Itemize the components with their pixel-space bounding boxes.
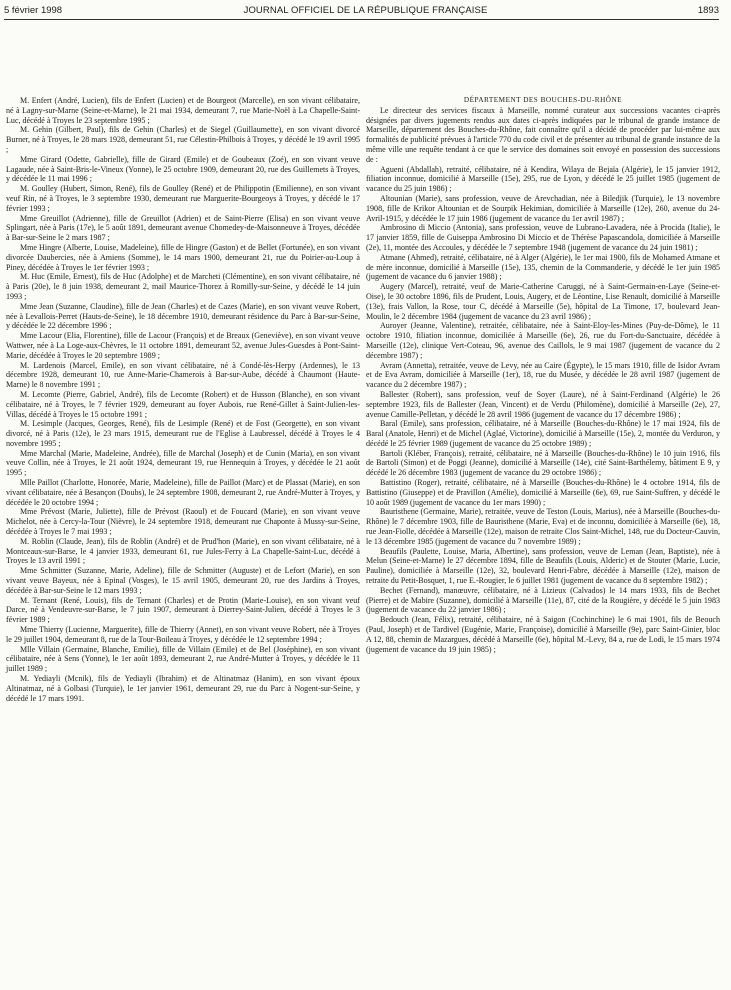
notice-entry: Mme Schmitter (Suzanne, Marie, Adeline), fille de Schmitter (Auguste) et de Lefort (Marie), en son vivant veuve Bayeux, née à Epinal (Vosges), le 15 avril 1905, demeurant 20, rue des Jardins à Troyes, décédée à Bar-sur-Seine le 12 mars 1993 ; bbox=[6, 566, 360, 595]
department-heading: DÉPARTEMENT DES BOUCHES-DU-RHÔNE bbox=[463, 96, 623, 104]
notice-entry: Mme Marchal (Marie, Madeleine, Andrée), fille de Marchal (Joseph) et de Cunin (Maria), en son vivant veuve Collin, née à Troyes, le 21 août 1924, demeurant 19, rue Hennequin à Troyes, y décédée le 21 août 1995 ; bbox=[6, 448, 360, 478]
notice-entry: M. Yediayli (Mcnik), fils de Yediayli (Ibrahim) et de Altinatmaz (Hanim), en son vivant époux Altinatmaz, né à Golbasi (Turquie), le 1er janvier 1961, demeurant 29, rue du Parc à Nogent-sur-Seine, y décédé le 17 mars 1991. bbox=[6, 674, 360, 703]
page-header bbox=[0, 0, 731, 20]
notice-entry: M. Roblin (Claude, Jean), fils de Roblin (André) et de Prud'hon (Marie), en son vivant célibataire, né à Montceaux-sur-Barse, le 4 janvier 1933, demeurant 61, rue Jules-Ferry à La Chapelle-Saint-Luc, décédé à Troyes le 13 avril 1991 ; bbox=[6, 536, 360, 566]
notice-entry: Altounian (Marie), sans profession, veuve de Arevchadian, née à Biledjik (Turquie), le 13 novembre 1908, fille de Krikor Altounian et de Sourpik Hekimian, domiciliée à Marseille (12e), 260, avenue du 24-Avril-1915, y décédée le 17 juin 1986 (jugement de vacance du 1er avril 1987) ; bbox=[366, 193, 720, 223]
notice-entry: Auroyer (Jeanne, Valentine), retraitée, célibataire, née à Saint-Eloy-les-Mines (Puy-de-Dôme), le 11 octobre 1910, filiation inconnue, domiciliée à Marseille (6e), 26, rue du Fort-du-Sanctuaire, décédée à Marseille (12e), clinique Vert-Coteau, 96, avenue des Caillols, le 9 mai 1987 (jugement de vacance du 2 décembre 1987) ; bbox=[366, 321, 720, 360]
notice-entry: Beaufils (Paulette, Louise, Maria, Albertine), sans profession, veuve de Leman (Jean, Baptiste), née à Melun (Seine-et-Marne) le 27 décembre 1894, fille de Beaufils (Louis, Alderic) et de Stouter (Marie, Lucie, Pauline), domiciliée à Marseille (12e), 32, boulevard Henri-Fabre, décédée à Marseille (12e), maison de retraite du Petit-Bosquet, 1, rue E.-Rougier, le 6 juillet 1981 (jugement de vacance du 8 septembre 1982) ; bbox=[366, 546, 720, 586]
notice-entry: Avram (Annetta), retraitée, veuve de Levy, née au Caire (Égypte), le 15 mars 1910, fille de Isidor Avram et de Eva Avram, domiciliée à Marseille (1er), 18, rue du Musée, y décédée le 28 avril 1987 (jugement de vacance du 2 décembre 1987) ; bbox=[366, 360, 720, 390]
notice-entry: Ambrosino di Miccio (Antonia), sans profession, veuve de Lubrano-Lavadera, née à Procida (Italie), le 17 janvier 1859, fille de Guiseppa Ambrosino Di Miccio et de Thérèse Papascandola, domiciliée à Marseille (2e), 11, montée des Accoules, y décédée le 7 septembre 1948 (jugement de vacance du 24 juin 1981) ; bbox=[366, 223, 720, 252]
notice-entry: M. Gehin (Gilbert, Paul), fils de Gehin (Charles) et de Siegel (Guillaumette), en son vivant divorcé Burner, né à Troyes, le 28 mars 1928, demeurant 51, rue Célestin-Philbois à Troyes, y décédé le 19 avril 1995 ; bbox=[6, 125, 360, 154]
notice-entry: Bartoli (Kléber, François), retraité, célibataire, né à Marseille (Bouches-du-Rhône) le 10 juin 1916, fils de Bartoli (Simon) et de Poggi (Jeanne), domicilié à Marseille (14e), cité Saint-Barthélemy, bâtiment E 9, y décédé le 26 décembre 1983 (jugement de vacance du 29 octobre 1986) ; bbox=[366, 448, 720, 478]
notice-entry: Mme Hingre (Alberte, Louise, Madeleine), fille de Hingre (Gaston) et de Bellet (Fortunée), en son vivant divorcée Daubercies, née à Amiens (Somme), le 14 mars 1900, demeurant 21, rue du Poirier-au-Loup à Piney, décédée à Troyes le 1er février 1993 ; bbox=[6, 242, 360, 272]
notice-entry: Mlle Paillot (Charlotte, Honorée, Marie, Madeleine), fille de Paillot (Marc) et de Plassat (Marie), en son vivant célibataire, née à Besançon (Doubs), le 24 septembre 1908, demeurant 2, rue André-Mutter à Troyes, y décédée le 20 octobre 1994 ; bbox=[6, 478, 360, 507]
header-date: 5 février 1998 bbox=[4, 5, 63, 16]
notice-entry: M. Huc (Emile, Ernest), fils de Huc (Adolphe) et de Marcheti (Clémentine), en son vivant célibataire, né à Paris (20e), le 8 juin 1938, demeurant 2, mail Maurice-Thorez à Romilly-sur-Seine, y décédé le 14 juin 1993 ; bbox=[6, 272, 360, 301]
notice-entry: Le directeur des services fiscaux à Marseille, nommé curateur aux successions vacantes ci-après désignées par divers jugements rendus aux dates ci-après indiquées par le tribunal de grande instance de Marseille, département des Bouches-du-Rhône, fait connaître qu'il a décidé de procéder par lui-même aux formalités de publicité prévues à l'article 770 du code civil et de présenter au tribunal de grande instance de la même ville une requête tendant à ce que le service des domaines soit envoyé en possession des successions de : bbox=[366, 105, 720, 164]
notice-entry: Mlle Villain (Germaine, Blanche, Emilie), fille de Villain (Emile) et de Bel (Joséphine), en son vivant célibataire, née à Sens (Yonne), le 1er août 1893, demeurant 2, rue André-Mutter à Troyes, y décédée le 11 juillet 1989 ; bbox=[6, 644, 360, 674]
notice-entry: Mme Thierry (Lucienne, Marguerite), fille de Thierry (Annet), en son vivant veuve Robert, née à Troyes le 29 juillet 1904, demeurant 8, rue de la Tour-Boileau à Troyes, y décédée le 12 septembre 1994 ; bbox=[6, 625, 360, 644]
notice-entry: Battistino (Roger), retraité, célibataire, né à Marseille (Bouches-du-Rhône) le 4 octobre 1914, fils de Battistino (Giuseppe) et de Pravillon (Amélie), domicilié à Marseille (6e), 69, rue Saint-Suffren, y décédé le 10 août 1989 (jugement de vacance du 1er mars 1990) ; bbox=[366, 478, 720, 507]
notice-entry: Mme Prévost (Marie, Juliette), fille de Prévost (Raoul) et de Foucard (Marie), en son vivant veuve Michelot, née à Cercy-la-Tour (Nièvre), le 24 septembre 1918, demeurant rue Chaponte à Mussy-sur-Seine, décédée à Troyes le 7 mai 1993 ; bbox=[6, 507, 360, 537]
notice-entry: M. Goulley (Hubert, Simon, René), fils de Goulley (René) et de Philippotin (Emilienne), en son vivant veuf Rin, né à Troyes, le 3 septembre 1930, demeurant rue Marguerite-Bourgeoys à Troyes, y décédé le 17 février 1993 ; bbox=[6, 184, 360, 213]
header-rule bbox=[4, 19, 719, 20]
notice-entry: M. Lesimple (Jacques, Georges, René), fils de Lesimple (René) et de Fost (Georgette), en son vivant divorcé, né à Paris (12e), le 23 mars 1915, demeurant rue de l'Eglise à Laubressel, décédé à Troyes le 4 novembre 1995 ; bbox=[6, 419, 360, 448]
notice-entry: Mme Lacour (Elia, Florentine), fille de Lacour (François) et de Breaux (Geneviève), en son vivant veuve Wattwer, née à La Loge-aux-Chèvres, le 11 octobre 1891, demeurant 52, avenue Jules-Guesdes à Pont-Saint-Marie, décédée à Troyes le 20 septembre 1989 ; bbox=[6, 331, 360, 360]
notice-entry: M. Lecomte (Pierre, Gabriel, André), fils de Lecomte (Robert) et de Husson (Blanche), en son vivant célibataire, né à Troyes, le 7 février 1929, demeurant au foyer Aubois, rue René-Gillet à Saint-Julien-les-Villas, décédé à Troyes le 15 octobre 1991 ; bbox=[6, 389, 360, 419]
notice-entry: Baral (Emile), sans profession, célibataire, né à Marseille (Bouches-du-Rhône) le 17 mai 1924, fils de Baral (Anatole, Henri) et de Michel (Aglaé, Victorine), domicilié à Marseille (15e), 2, montée du Verduron, y décédé le 25 février 1989 (jugement de vacance du 25 octobre 1989) ; bbox=[366, 419, 720, 448]
notice-entry: Ballester (Robert), sans profession, veuf de Soyer (Laure), né à Saint-Ferdinand (Algérie) le 26 septembre 1923, fils de Ballester (Jean, Vincent) et de Verdu (Philomène), domicilié à Marseille (2e), 27, avenue Camille-Pelletan, y décédé le 28 avril 1986 (jugement de vacance du 17 décembre 1986) ; bbox=[366, 389, 720, 419]
left-column bbox=[6, 96, 360, 703]
notice-entry: M. Enfert (André, Lucien), fils de Enfert (Lucien) et de Bourgeot (Marcelle), en son vivant célibataire, né à Lagny-sur-Marne (Seine-et-Marne), le 21 mai 1934, demeurant 7, rue Marie-Noël à La Chapelle-Saint-Luc, décédé à Troyes le 23 septembre 1995 ; bbox=[6, 96, 360, 125]
notice-entry: Atmane (Ahmed), retraité, célibataire, né à Alger (Algérie), le 1er mai 1900, fils de Mohamed Atmane et de mère inconnue, domicilié à Marseille (15e), 135, chemin de la Commanderie, y décédé le 1er juin 1985 (jugement de vacance du 6 janvier 1988) ; bbox=[366, 252, 720, 282]
notice-entry: M. Ternant (René, Louis), fils de Ternant (Charles) et de Protin (Marie-Louise), en son vivant veuf Darce, né à Vendeuvre-sur-Barse, le 7 juin 1907, demeurant à Dierrey-Saint-Julien, décédé à Troyes le 3 février 1989 ; bbox=[6, 595, 360, 625]
page-number: 1893 bbox=[697, 5, 719, 16]
notice-entry: Mme Girard (Odette, Gabrielle), fille de Girard (Emile) et de Goubeaux (Zoé), en son vivant veuve Lagaude, née à Saint-Bris-le-Vineux (Yonne), le 25 octobre 1909, demeurant 20, rue des Guillemets à Troyes, y décédée le 11 mai 1996 ; bbox=[6, 154, 360, 184]
notice-entry: Mme Greuillot (Adrienne), fille de Greuillot (Adrien) et de Saint-Pierre (Elisa) en son vivant veuve Splingart, née à Paris (17e), le 5 août 1891, demeurant avenue Chomedey-de-Maisonneuve à Troyes, décédée à Bar-sur-Seine le 2 mars 1987 ; bbox=[6, 213, 360, 243]
journal-title: JOURNAL OFFICIEL DE LA RÉPUBLIQUE FRANÇAISE bbox=[243, 5, 488, 16]
notice-entry: Bauristhene (Germaine, Marie), retraitée, veuve de Teston (Louis, Marius), née à Marseille (Bouches-du-Rhône) le 7 décembre 1903, fille de Bauristhene (Marie, Eva) et de inconnu, domiciliée à Marseille (6e), 18, rue Jean-Fiolle, décédée à Marseille (12e), maison de retraite Clos Saint-Michel, 148, rue du Docteur-Cauvin, le 13 décembre 1985 (jugement de vacance du 7 novembre 1989) ; bbox=[366, 507, 720, 546]
notice-entry: Mme Jean (Suzanne, Claudine), fille de Jean (Charles) et de Cazes (Marie), en son vivant veuve Robert, née à Levallois-Perret (Hauts-de-Seine), le 18 décembre 1910, demeurant résidence du Parc à Bar-sur-Seine, y décédée le 22 décembre 1996 ; bbox=[6, 301, 360, 331]
notice-entry: Bedouch (Jean, Félix), retraité, célibataire, né à Saigon (Cochinchine) le 6 mai 1901, fils de Beouch (Paul, Joseph) et de Tardivel (Eugénie, Marie, Françoise), domicilié à Marseille (9e), parc Saint-Ginier, bloc A 12, 88, chemin de Mazargues, décédé à Marseille (6e), hôpital M.-Levy, 84 a, rue de Lodi, le 15 mars 1974 (jugement de vacance du 19 juin 1985) ; bbox=[366, 615, 720, 654]
notice-entry: M. Lardenois (Marcel, Emile), en son vivant célibataire, né à Condé-lès-Herpy (Ardennes), le 13 décembre 1928, demeurant 10, rue Anne-Marie-Chamerois à Bar-sur-Aube, décédé à Chaumont (Haute-Marne) le 8 novembre 1991 ; bbox=[6, 360, 360, 390]
notice-entry: Augery (Marcel), retraité, veuf de Marie-Catherine Caruggi, né à Saint-Germain-en-Laye (Seine-et-Oise), le 30 octobre 1896, fils de Prudent, Louis, Augery, et de Léontine, Lise Renault, domicilié à Marseille (13e), frais Vallon, la Rose, tour C, décédé à Marseille (5e), hôpital de La Timone, 17, boulevard Jean-Moulin, le 2 décembre 1984 (jugement de vacance du 23 avril 1986) ; bbox=[366, 282, 720, 321]
notice-entry: Agueni (Abdallah), retraité, célibataire, né à Kendira, Wilaya de Bejaïa (Algérie), le 15 janvier 1912, filiation inconnue, domicilié à Marseille (15e), 295, rue de Lyon, y décédé le 25 juillet 1985 (jugement de vacance du 25 juin 1986) ; bbox=[366, 164, 720, 194]
notice-entry: Bechet (Fernand), manœuvre, célibataire, né à Lizieux (Calvados) le 14 mars 1933, fils de Bechet (Pierre) et de Mabire (Suzanne), domicilié à Marseille (11e), 87, cité de la Rougière, y décédé le 5 juin 1983 (jugement de vacance du 22 janvier 1986) ; bbox=[366, 585, 720, 615]
right-column bbox=[366, 96, 720, 654]
